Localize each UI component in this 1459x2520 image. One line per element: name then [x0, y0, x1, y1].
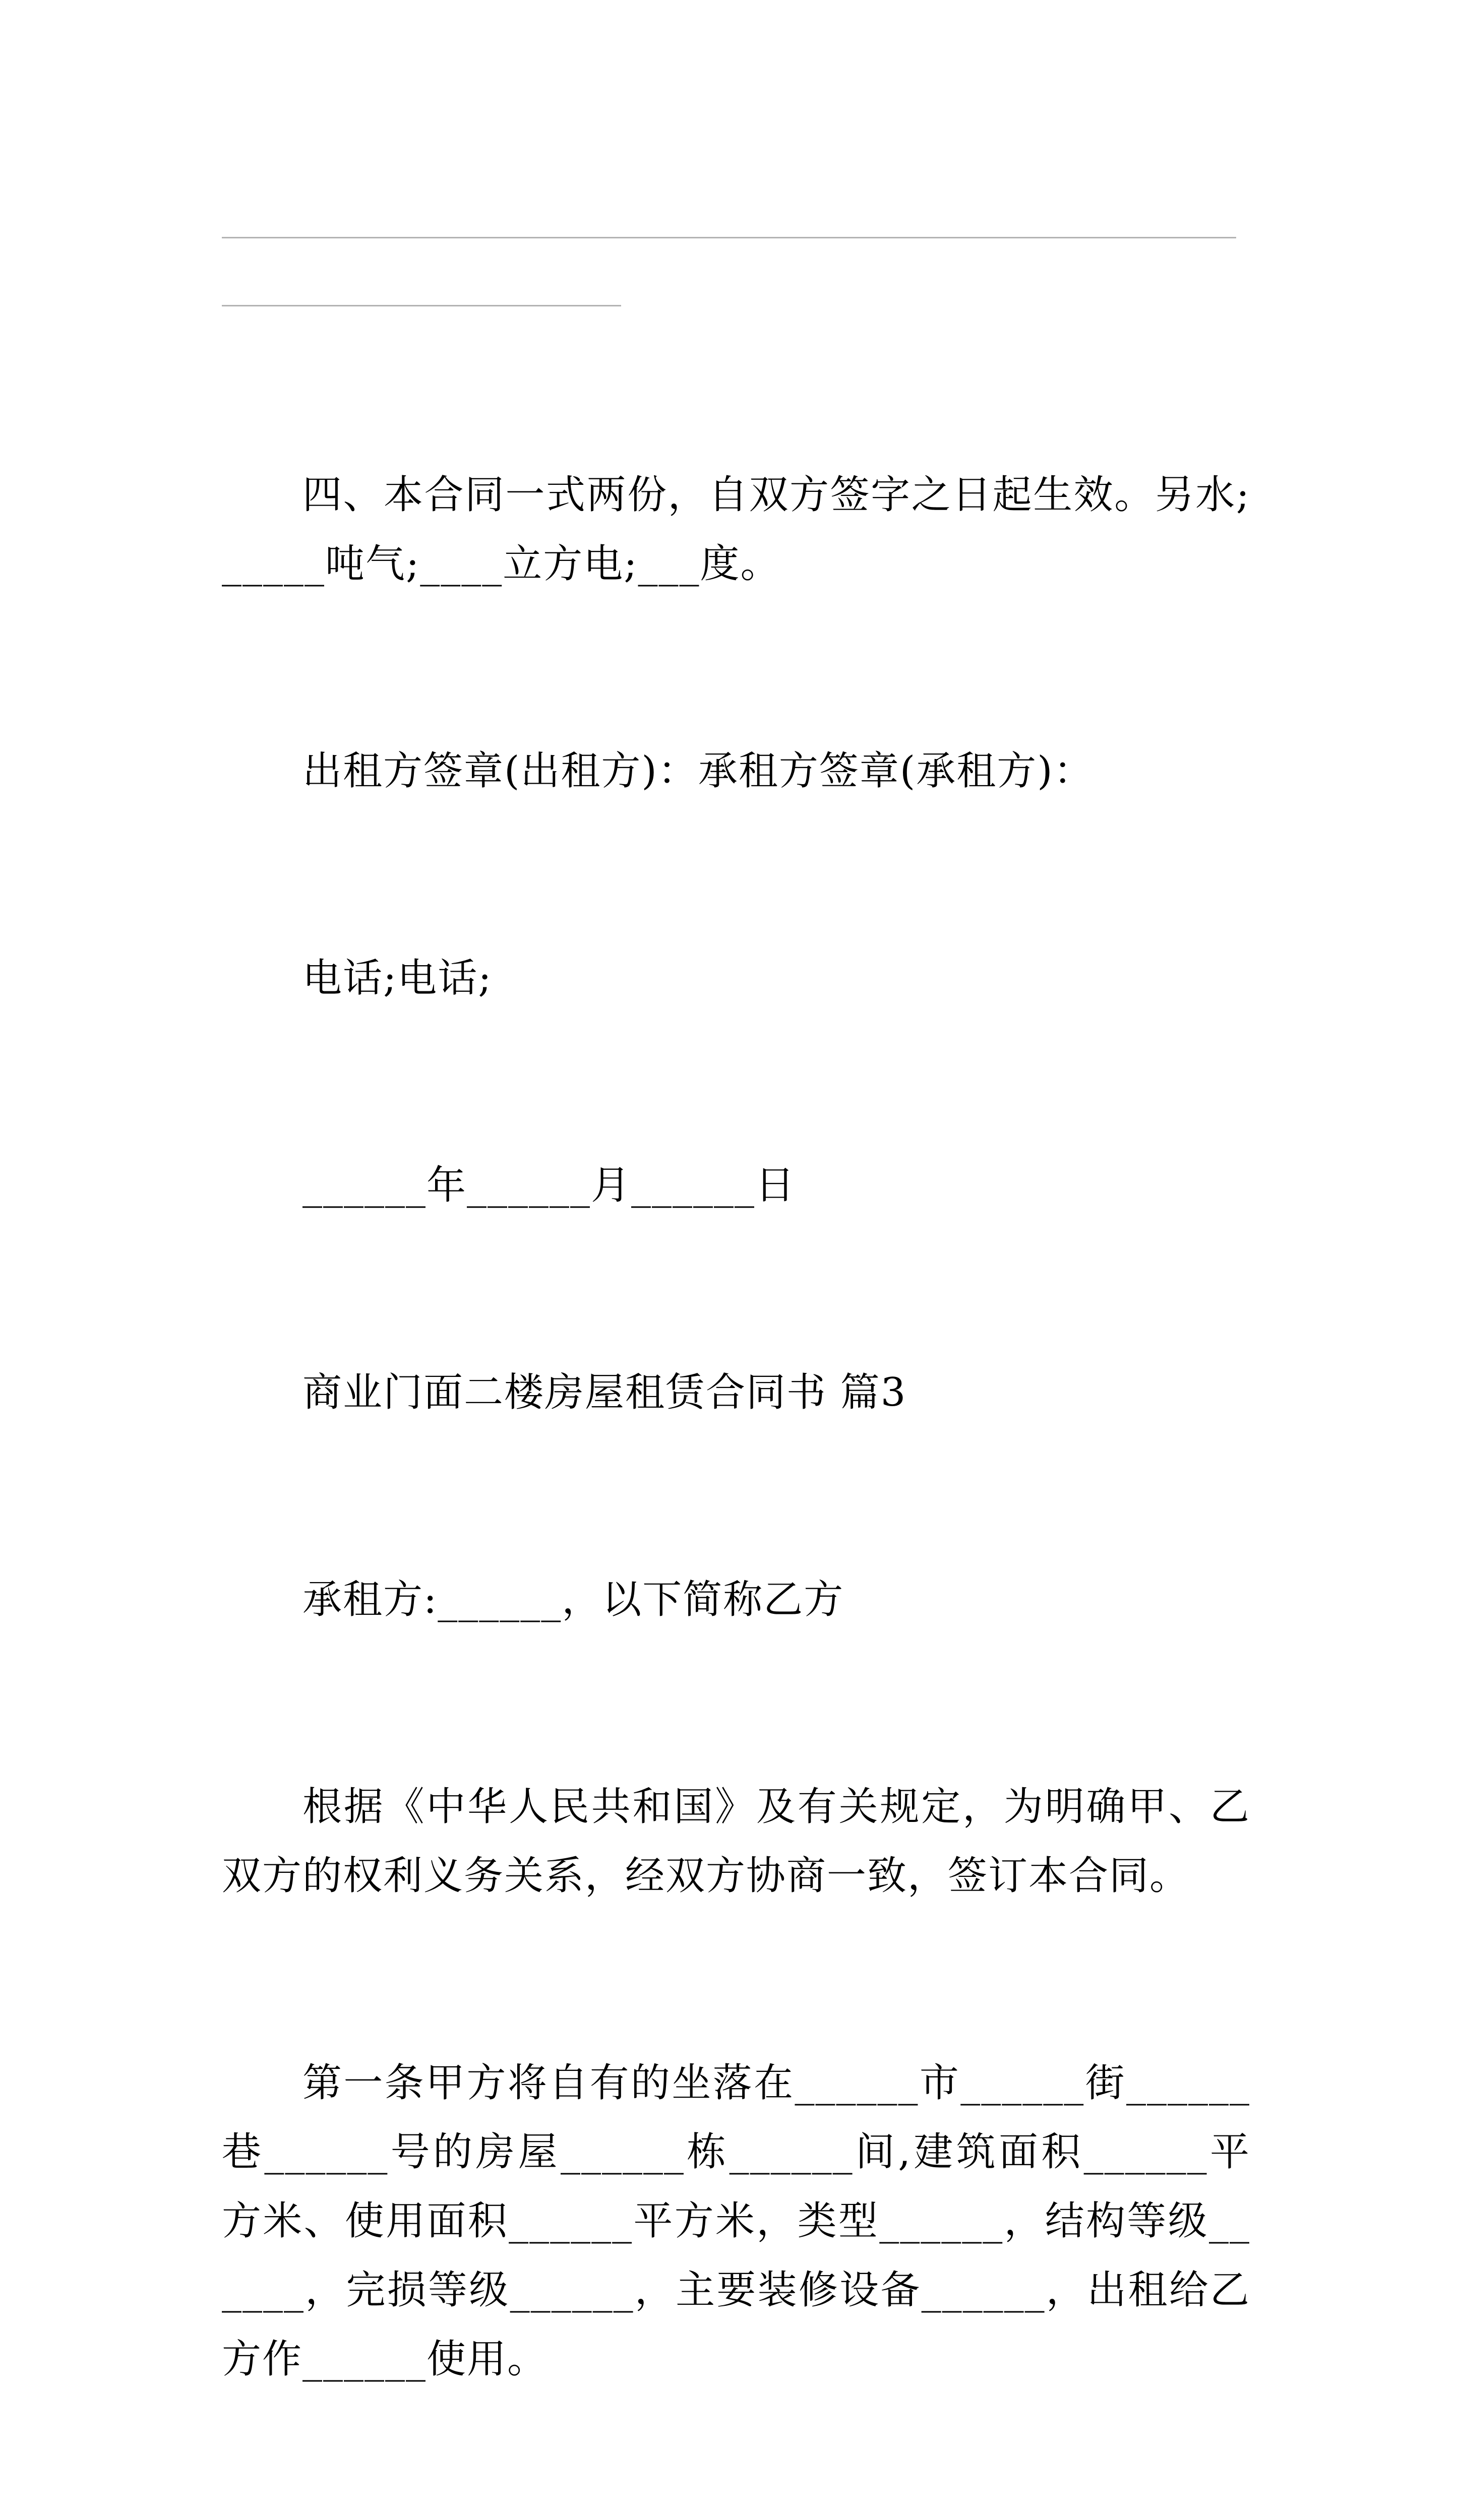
blank-fill-line — [222, 237, 1236, 238]
paragraph-phone: 电话;电话; — [302, 956, 493, 1001]
contract-body — [222, 323, 1250, 2520]
article-1: 第一条甲方将自有的坐落在______市______街______巷______号的房屋______栋______间,建筑面积______平方米、使用面积______平方米，类型______，结构等级______，完损等级______，主要装修设备______，出租给乙方作______使用。 — [222, 2060, 1250, 2382]
paragraph-date: ______年______月______日 — [302, 1163, 796, 1208]
paragraph-lessee: 承租方:______，以下简称乙方 — [302, 1577, 844, 1622]
blank-fill-line-short — [222, 305, 621, 306]
section-heading: 商业门面二楼房屋租赁合同书 篇3 — [302, 1370, 907, 1415]
paragraph-copies-effective: 四、本合同一式两份，自双方签字之日起生效。另水;_____吨气;____立方电;___度。 — [222, 472, 1250, 587]
paragraph-basis: 根据《中华人民共和国》及有关规定，为明确甲、乙双方的权利义务关系，经双方协商一致，签订本合同。 — [222, 1784, 1250, 1899]
paragraph-signatures: 出租方签章(出租方)：承租方签章(承租方)： — [302, 748, 1094, 794]
